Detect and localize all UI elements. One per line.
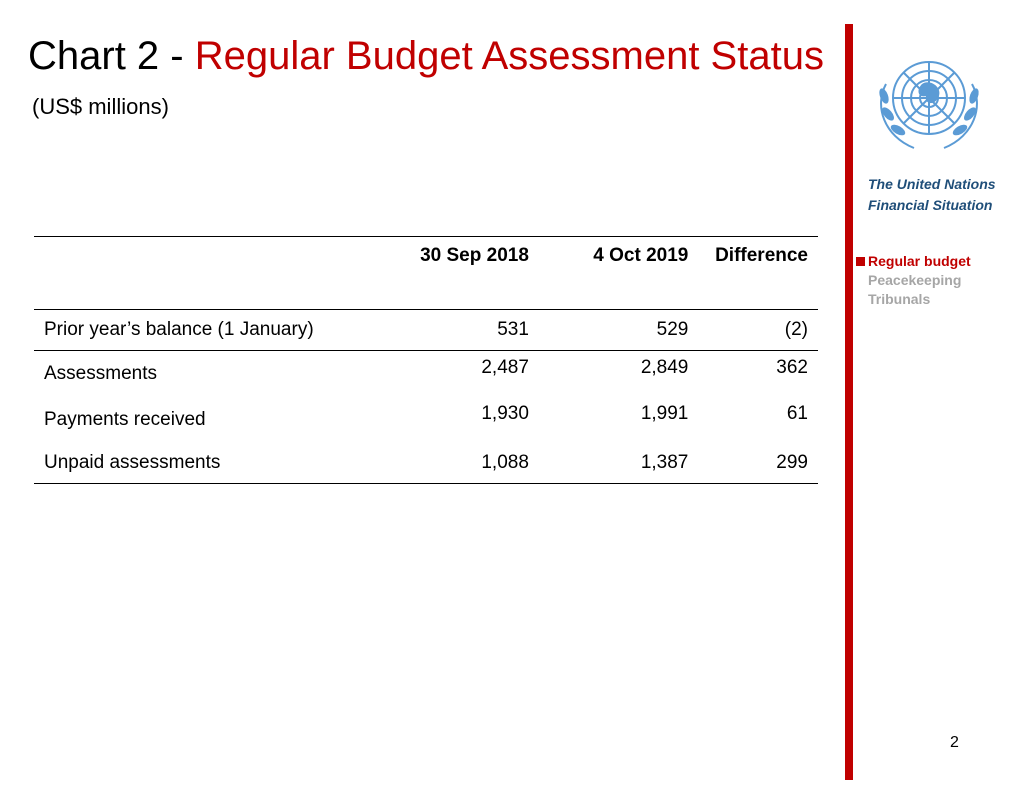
brand-line-1: The United Nations [868,176,996,192]
title-prefix: Chart 2 - [28,34,195,78]
table-row [34,310,818,351]
brand-caption [868,174,996,216]
header-cell-difference: Difference [715,245,808,266]
table-header-row [34,237,818,310]
cell-value: 2,849 [640,357,689,378]
slide-title [28,32,824,80]
row-label: Payments received [44,409,206,430]
nav-item-regular-budget[interactable] [856,252,971,271]
cell-value: (2) [784,319,808,340]
un-emblem-icon [864,48,994,158]
nav-item-label: Tribunals [868,291,931,307]
nav-item-tribunals[interactable] [856,290,971,309]
nav-item-peacekeeping[interactable] [856,271,971,290]
nav-spacer [856,295,865,304]
units-subtitle: (US$ millions) [32,94,169,119]
table-row [34,351,818,398]
table-row [34,397,818,443]
cell-value: 1,387 [640,452,689,473]
row-label: Prior year’s balance (1 January) [44,319,314,340]
nav-spacer [856,276,865,285]
table-row [34,443,818,484]
cell-value: 1,930 [481,403,529,424]
brand-line-2: Financial Situation [868,197,993,213]
nav-item-label: Peacekeeping [868,272,962,288]
cell-value: 529 [656,319,689,340]
nav-item-label: Regular budget [868,253,971,269]
section-nav [856,252,971,309]
cell-value: 362 [776,357,808,378]
title-main: Regular Budget Assessment Status [194,34,824,78]
active-square-icon [856,257,865,266]
header-cell-oct-2019: 4 Oct 2019 [593,245,689,266]
cell-value: 531 [497,319,529,340]
accent-divider-bar [845,24,853,780]
cell-value: 1,991 [640,403,689,424]
header-cell-label [34,237,410,310]
cell-value: 299 [776,452,808,473]
assessment-status-table [34,236,818,484]
cell-value: 2,487 [481,357,529,378]
header-cell-sep-2018: 30 Sep 2018 [420,245,529,266]
cell-value: 1,088 [481,452,529,473]
cell-value: 61 [786,403,808,424]
row-label: Unpaid assessments [44,452,221,473]
row-label: Assessments [44,363,157,384]
page-number: 2 [950,734,959,751]
